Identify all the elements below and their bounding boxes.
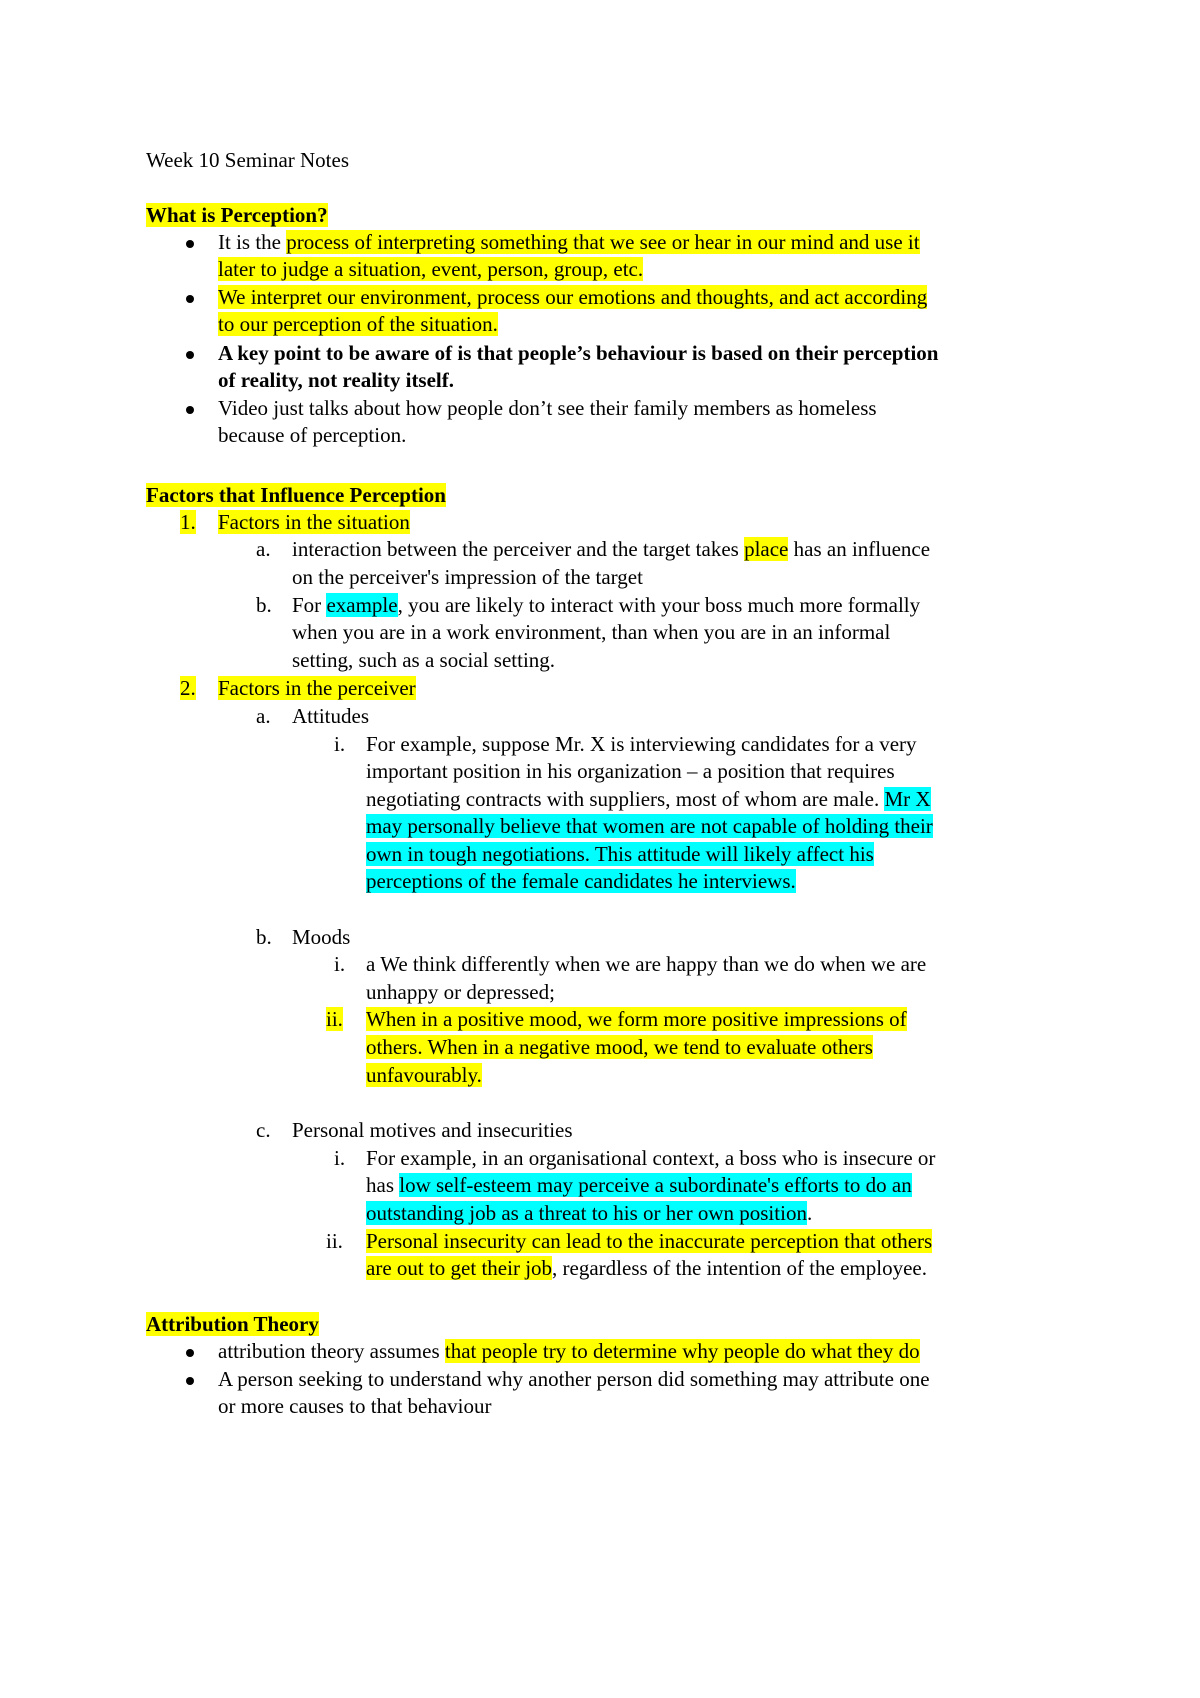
bullet-icon: [186, 351, 194, 359]
bullet-icon: [186, 406, 194, 414]
text-run: interaction between the perceiver and the target takes: [292, 537, 745, 561]
highlighted-text: own in tough negotiations. This attitude will likely affect his: [366, 842, 874, 866]
list-item: [292, 592, 920, 619]
text-run: It is the: [218, 230, 287, 254]
list-item-line: [366, 1200, 812, 1227]
list-marker: 2.: [180, 676, 196, 700]
list-item: For example, in an organisational context, a boss who is insecure or: [366, 1146, 936, 1170]
list-marker: ii.: [326, 1007, 343, 1031]
highlighted-text: others. When in a negative mood, we tend to evaluate others: [366, 1035, 873, 1059]
bullet-line: because of perception.: [218, 423, 407, 447]
heading-text: What is Perception?: [146, 203, 328, 227]
bullet-icon: [186, 295, 194, 303]
highlighted-text: are out to get their job: [366, 1256, 553, 1280]
highlighted-text: Factors in the situation: [218, 510, 410, 534]
text-run: .: [806, 1201, 813, 1225]
list-item: Attitudes: [292, 704, 369, 728]
highlighted-text: that people try to determine why people do what they do: [444, 1339, 920, 1363]
list-item: a We think differently when we are happy than we do when we are: [366, 952, 927, 976]
list-item: Moods: [292, 925, 351, 949]
list-item: [218, 509, 410, 536]
list-marker: c.: [256, 1118, 271, 1142]
highlighted-text: may personally believe that women are not capable of holding their: [366, 814, 933, 838]
section-heading-perception: [146, 202, 328, 229]
list-marker: 1.: [180, 510, 196, 534]
highlighted-text: outstanding job as a threat to his or her own position: [366, 1201, 807, 1225]
highlighted-text: place: [744, 537, 789, 561]
list-marker: b.: [256, 593, 272, 617]
text-run: has an influence: [788, 537, 931, 561]
bullet-line: A person seeking to understand why another person did something may attribute one: [218, 1367, 930, 1391]
list-item: [292, 536, 930, 563]
bullet-line: [218, 1338, 920, 1365]
highlighted-text: Personal insecurity can lead to the inaccurate perception that others: [366, 1229, 933, 1253]
list-item-line: [366, 1172, 912, 1199]
list-item-line: [366, 786, 931, 813]
section-heading-attribution: [146, 1311, 319, 1338]
list-marker: i.: [334, 952, 346, 976]
highlighted-text: We interpret our environment, process our emotions and thoughts, and act according: [218, 285, 928, 309]
list-item-line: on the perceiver's impression of the target: [292, 565, 643, 589]
list-marker: b.: [256, 925, 272, 949]
text-run: For: [292, 593, 327, 617]
list-item-line: unhappy or depressed;: [366, 980, 555, 1004]
highlighted-text: When in a positive mood, we form more positive impressions of: [366, 1007, 907, 1031]
bullet-icon: [186, 1377, 194, 1385]
list-item: [366, 1228, 932, 1255]
bullet-line: Video just talks about how people don’t see their family members as homeless: [218, 396, 877, 420]
list-item: [218, 675, 416, 702]
document-title: Week 10 Seminar Notes: [146, 148, 350, 172]
bullet-icon: [186, 1349, 194, 1357]
list-item: Personal motives and insecurities: [292, 1118, 573, 1142]
highlighted-text: Mr X: [884, 787, 931, 811]
list-item-line: [366, 1255, 927, 1282]
text-run: negotiating contracts with suppliers, most of whom are male.: [366, 787, 885, 811]
bullet-line: [218, 284, 927, 311]
list-item-line: [366, 1062, 482, 1089]
list-item-line: [366, 841, 874, 868]
list-marker: i.: [334, 732, 346, 756]
text-run: attribution theory assumes: [218, 1339, 445, 1363]
list-item-line: [366, 868, 796, 895]
list-item-line: important position in his organization – a position that requires: [366, 759, 895, 783]
text-run: , you are likely to interact with your boss much more formally: [397, 593, 921, 617]
list-marker: ii.: [326, 1229, 343, 1253]
heading-text: Attribution Theory: [146, 1312, 319, 1336]
list-item: For example, suppose Mr. X is interviewing candidates for a very: [366, 732, 917, 756]
list-item-line: [366, 813, 933, 840]
highlighted-text: unfavourably.: [366, 1063, 482, 1087]
list-marker: a.: [256, 537, 271, 561]
bullet-line: A key point to be aware of is that people’s behaviour is based on their perception: [218, 341, 939, 365]
list-marker: a.: [256, 704, 271, 728]
highlighted-text: to our perception of the situation.: [218, 312, 498, 336]
highlighted-text: low self-esteem may perceive a subordinate's efforts to do an: [399, 1173, 912, 1197]
highlighted-text: process of interpreting something that we see or hear in our mind and use it: [286, 230, 920, 254]
text-run: has: [366, 1173, 400, 1197]
highlighted-text: Factors in the perceiver: [218, 676, 416, 700]
list-marker: i.: [334, 1146, 346, 1170]
highlighted-text: perceptions of the female candidates he interviews.: [366, 869, 796, 893]
list-item-line: [366, 1034, 873, 1061]
bullet-line: [218, 311, 498, 338]
list-item-line: setting, such as a social setting.: [292, 648, 556, 672]
heading-text: Factors that Influence Perception: [146, 483, 446, 507]
text-run: , regardless of the intention of the employee.: [552, 1256, 927, 1280]
bullet-icon: [186, 240, 194, 248]
bullet-line: [218, 256, 643, 283]
highlighted-text: later to judge a situation, event, person, group, etc.: [218, 257, 644, 281]
list-item: [366, 1006, 907, 1033]
section-heading-factors: [146, 482, 446, 509]
bullet-line: or more causes to that behaviour: [218, 1394, 492, 1418]
bullet-line: [218, 229, 920, 256]
list-item-line: when you are in a work environment, than when you are in an informal: [292, 620, 891, 644]
highlighted-text: example: [326, 593, 398, 617]
bullet-line: of reality, not reality itself.: [218, 368, 455, 392]
